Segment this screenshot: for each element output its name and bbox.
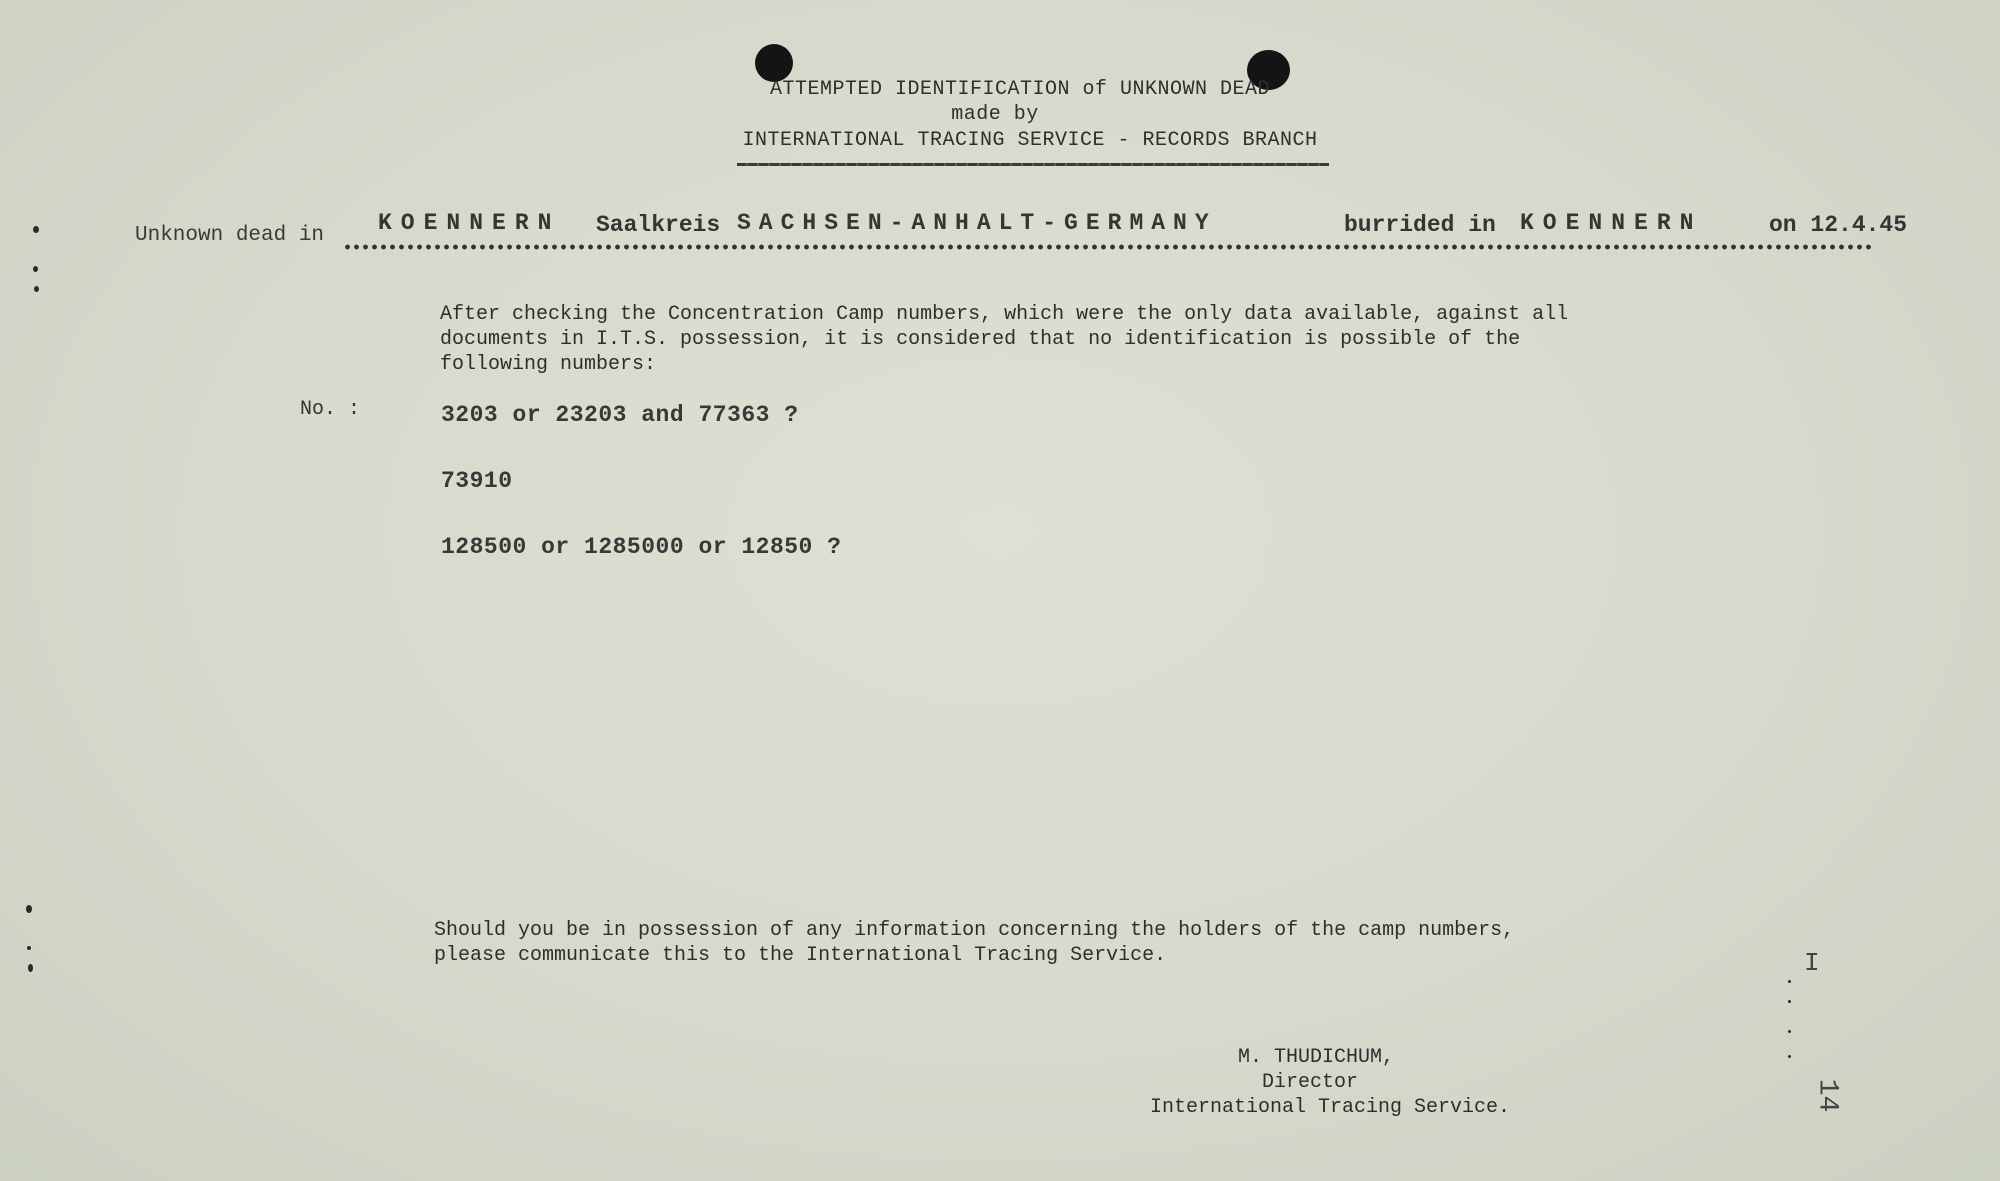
margin-speck	[1788, 980, 1791, 983]
margin-speck	[33, 266, 38, 272]
heading-made-by: made by	[951, 103, 1039, 126]
punch-hole-left	[755, 44, 793, 82]
numbers-label: No. :	[300, 398, 361, 421]
intro-line-1: After checking the Concentration Camp numbers, which were the only data available, against all	[440, 303, 1569, 326]
location-dotted-fill	[343, 244, 1871, 250]
location-district: Saalkreis	[596, 212, 721, 238]
location-buried-label: burrided in	[1344, 212, 1496, 238]
margin-speck	[27, 946, 31, 950]
intro-line-2: documents in I.T.S. possession, it is considered that no identification is possible of the	[440, 328, 1521, 351]
signature-title: Director	[1262, 1071, 1359, 1094]
location-town: KOENNERN	[378, 210, 561, 236]
margin-speck	[28, 964, 33, 972]
location-buried-town: KOENNERN	[1520, 210, 1703, 236]
corner-mark: I	[1804, 948, 1820, 978]
heading-title: ATTEMPTED IDENTIFICATION of UNKNOWN DEAD	[769, 78, 1271, 101]
request-line-2: please communicate this to the International Tracing Service.	[434, 944, 1167, 967]
margin-speck	[34, 286, 39, 292]
signature-org: International Tracing Service.	[1150, 1096, 1511, 1119]
request-line-1: Should you be in possession of any information concerning the holders of the camp numbers,	[434, 919, 1515, 942]
location-label: Unknown dead in	[135, 224, 325, 247]
page-number-mark: 14	[1811, 1078, 1843, 1113]
margin-speck	[1788, 1030, 1791, 1033]
number-entry-1: 3203 or 23203 and 77363 ?	[441, 402, 799, 428]
location-region: SACHSEN-ANHALT-GERMANY	[737, 210, 1217, 236]
number-entry-3: 128500 or 1285000 or 12850 ?	[441, 534, 842, 560]
intro-line-3: following numbers:	[440, 353, 657, 376]
margin-speck	[33, 226, 39, 233]
margin-speck	[26, 905, 32, 913]
signature-name: M. THUDICHUM,	[1238, 1046, 1395, 1069]
location-date: on 12.4.45	[1769, 212, 1908, 238]
heading-organization: INTERNATIONAL TRACING SERVICE - RECORDS BRANCH	[742, 129, 1318, 152]
heading-underline	[737, 163, 1329, 166]
margin-speck	[1788, 1055, 1791, 1058]
margin-speck	[1788, 1000, 1791, 1003]
number-entry-2: 73910	[441, 468, 513, 494]
